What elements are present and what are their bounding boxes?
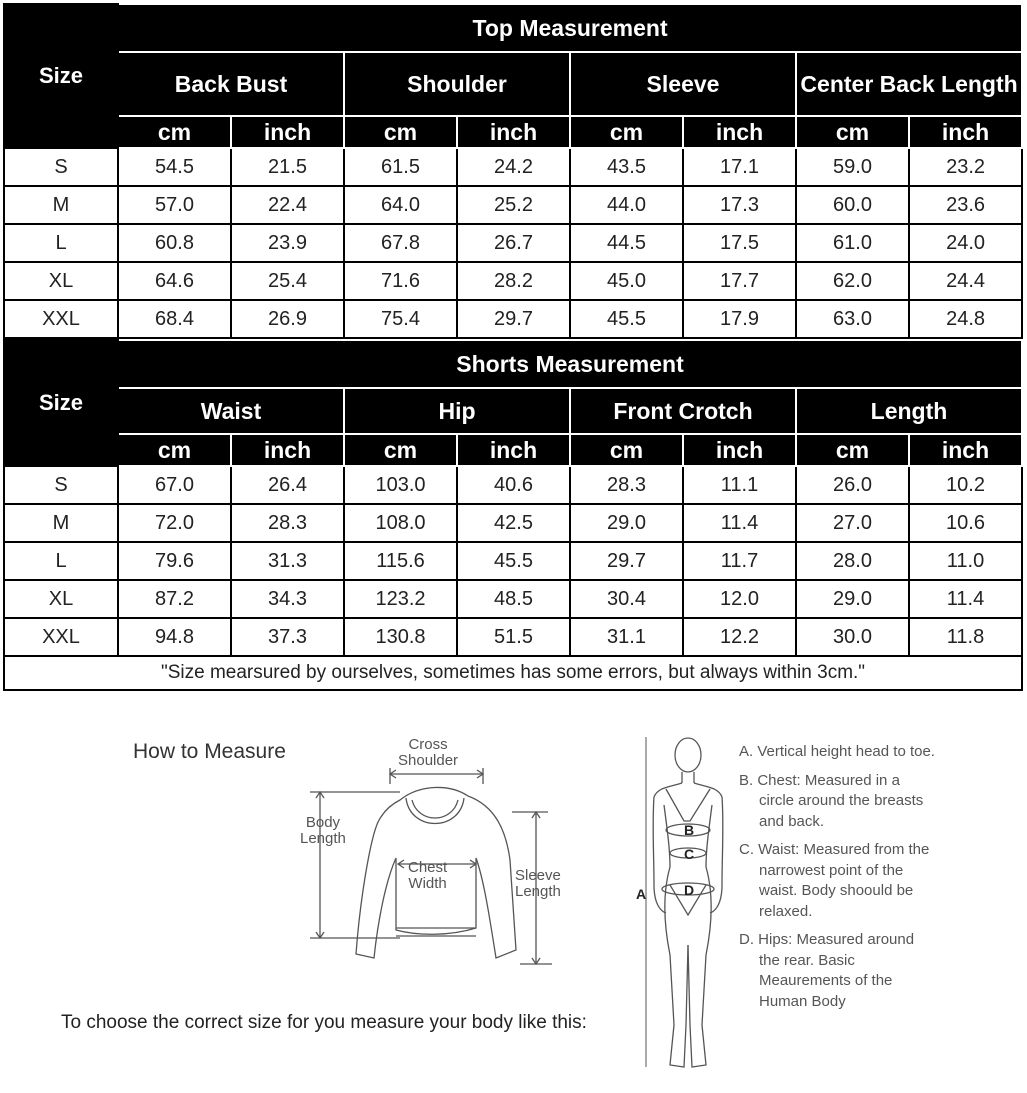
value-cell: 45.5 bbox=[457, 542, 570, 580]
chest-width-label: Chest Width bbox=[408, 859, 448, 892]
value-cell: 37.3 bbox=[231, 618, 344, 656]
value-cell: 57.0 bbox=[118, 186, 231, 224]
unit-cm: cm bbox=[796, 116, 909, 148]
value-cell: 61.0 bbox=[796, 224, 909, 262]
unit-inch: inch bbox=[683, 116, 796, 148]
top-measurement-rows bbox=[4, 148, 1022, 338]
size-cell: M bbox=[4, 504, 118, 542]
value-cell: 11.4 bbox=[909, 580, 1022, 618]
unit-inch: inch bbox=[231, 434, 344, 466]
value-cell: 63.0 bbox=[796, 300, 909, 338]
size-cell: L bbox=[4, 224, 118, 262]
size-cell: XL bbox=[4, 262, 118, 300]
unit-cm: cm bbox=[118, 434, 231, 466]
value-cell: 54.5 bbox=[118, 148, 231, 186]
how-to-measure-title: How to Measure bbox=[133, 740, 286, 763]
measurement-note: "Size mearsured by ourselves, sometimes has some errors, but always within 3cm." bbox=[4, 656, 1022, 690]
mark-c: C bbox=[684, 846, 695, 862]
value-cell: 23.9 bbox=[231, 224, 344, 262]
value-cell: 123.2 bbox=[344, 580, 457, 618]
value-cell: 29.0 bbox=[796, 580, 909, 618]
value-cell: 26.7 bbox=[457, 224, 570, 262]
value-cell: 29.0 bbox=[570, 504, 683, 542]
value-cell: 40.6 bbox=[457, 466, 570, 504]
value-cell: 28.2 bbox=[457, 262, 570, 300]
value-cell: 94.8 bbox=[118, 618, 231, 656]
value-cell: 31.3 bbox=[231, 542, 344, 580]
back-bust-header: Back Bust bbox=[118, 52, 344, 116]
size-cell: XXL bbox=[4, 300, 118, 338]
value-cell: 34.3 bbox=[231, 580, 344, 618]
value-cell: 11.7 bbox=[683, 542, 796, 580]
value-cell: 45.5 bbox=[570, 300, 683, 338]
value-cell: 60.8 bbox=[118, 224, 231, 262]
value-cell: 24.4 bbox=[909, 262, 1022, 300]
value-cell: 71.6 bbox=[344, 262, 457, 300]
value-cell: 67.0 bbox=[118, 466, 231, 504]
table-row bbox=[4, 224, 1022, 262]
value-cell: 75.4 bbox=[344, 300, 457, 338]
sleeve-header: Sleeve bbox=[570, 52, 796, 116]
value-cell: 44.0 bbox=[570, 186, 683, 224]
value-cell: 27.0 bbox=[796, 504, 909, 542]
mark-a: A bbox=[636, 886, 647, 902]
value-cell: 29.7 bbox=[457, 300, 570, 338]
measure-instruction: To choose the correct size for you measure your body like this: bbox=[61, 1012, 587, 1033]
table-row bbox=[4, 618, 1022, 656]
legend-item-c: C. Waist: Measured from the narrowest point of the waist. Body shoould be relaxed. bbox=[739, 841, 930, 920]
unit-inch: inch bbox=[231, 116, 344, 148]
value-cell: 24.0 bbox=[909, 224, 1022, 262]
value-cell: 43.5 bbox=[570, 148, 683, 186]
size-cell: S bbox=[4, 148, 118, 186]
shorts-measurement-rows bbox=[4, 466, 1022, 656]
unit-cm: cm bbox=[796, 434, 909, 466]
center-back-length-header: Center Back Length bbox=[796, 52, 1022, 116]
value-cell: 12.2 bbox=[683, 618, 796, 656]
size-column-header: Size bbox=[4, 340, 118, 466]
value-cell: 11.8 bbox=[909, 618, 1022, 656]
value-cell: 31.1 bbox=[570, 618, 683, 656]
value-cell: 67.8 bbox=[344, 224, 457, 262]
shorts-measurement-table bbox=[3, 339, 1023, 691]
value-cell: 72.0 bbox=[118, 504, 231, 542]
unit-inch: inch bbox=[457, 434, 570, 466]
value-cell: 30.0 bbox=[796, 618, 909, 656]
value-cell: 87.2 bbox=[118, 580, 231, 618]
value-cell: 10.2 bbox=[909, 466, 1022, 504]
value-cell: 25.4 bbox=[231, 262, 344, 300]
unit-cm: cm bbox=[570, 434, 683, 466]
shoulder-header: Shoulder bbox=[344, 52, 570, 116]
table-row bbox=[4, 148, 1022, 186]
value-cell: 17.5 bbox=[683, 224, 796, 262]
value-cell: 24.8 bbox=[909, 300, 1022, 338]
value-cell: 11.4 bbox=[683, 504, 796, 542]
value-cell: 30.4 bbox=[570, 580, 683, 618]
value-cell: 24.2 bbox=[457, 148, 570, 186]
value-cell: 17.1 bbox=[683, 148, 796, 186]
unit-cm: cm bbox=[344, 434, 457, 466]
value-cell: 130.8 bbox=[344, 618, 457, 656]
value-cell: 42.5 bbox=[457, 504, 570, 542]
value-cell: 25.2 bbox=[457, 186, 570, 224]
value-cell: 60.0 bbox=[796, 186, 909, 224]
mark-b: B bbox=[684, 822, 695, 838]
table-row bbox=[4, 466, 1022, 504]
measurement-legend bbox=[739, 742, 939, 1020]
table-row bbox=[4, 542, 1022, 580]
value-cell: 79.6 bbox=[118, 542, 231, 580]
value-cell: 22.4 bbox=[231, 186, 344, 224]
unit-cm: cm bbox=[344, 116, 457, 148]
size-column-header: Size bbox=[4, 4, 118, 148]
value-cell: 108.0 bbox=[344, 504, 457, 542]
value-cell: 61.5 bbox=[344, 148, 457, 186]
mark-d: D bbox=[684, 882, 695, 898]
value-cell: 62.0 bbox=[796, 262, 909, 300]
value-cell: 12.0 bbox=[683, 580, 796, 618]
table-row bbox=[4, 186, 1022, 224]
value-cell: 59.0 bbox=[796, 148, 909, 186]
unit-inch: inch bbox=[683, 434, 796, 466]
value-cell: 68.4 bbox=[118, 300, 231, 338]
table-row bbox=[4, 262, 1022, 300]
value-cell: 26.4 bbox=[231, 466, 344, 504]
value-cell: 21.5 bbox=[231, 148, 344, 186]
table-row bbox=[4, 300, 1022, 338]
size-cell: L bbox=[4, 542, 118, 580]
hip-header: Hip bbox=[344, 388, 570, 434]
size-cell: XL bbox=[4, 580, 118, 618]
table-row bbox=[4, 580, 1022, 618]
table-row bbox=[4, 504, 1022, 542]
value-cell: 48.5 bbox=[457, 580, 570, 618]
unit-cm: cm bbox=[118, 116, 231, 148]
value-cell: 64.0 bbox=[344, 186, 457, 224]
value-cell: 64.6 bbox=[118, 262, 231, 300]
value-cell: 17.3 bbox=[683, 186, 796, 224]
value-cell: 26.9 bbox=[231, 300, 344, 338]
legend-item-d: D. Hips: Measured around the rear. Basic Meaurements of the Human Body bbox=[739, 931, 915, 1010]
size-cell: S bbox=[4, 466, 118, 504]
shorts-measurement-title: Shorts Measurement bbox=[118, 340, 1022, 388]
sleeve-length-label: Sleeve Length bbox=[515, 867, 561, 900]
unit-inch: inch bbox=[457, 116, 570, 148]
value-cell: 45.0 bbox=[570, 262, 683, 300]
waist-header: Waist bbox=[118, 388, 344, 434]
unit-inch: inch bbox=[909, 116, 1022, 148]
top-measurement-table bbox=[3, 3, 1023, 339]
value-cell: 115.6 bbox=[344, 542, 457, 580]
legend-item-b: B. Chest: Measured in a circle around the breasts and back. bbox=[739, 771, 924, 830]
front-crotch-header: Front Crotch bbox=[570, 388, 796, 434]
length-header: Length bbox=[796, 388, 1022, 434]
body-length-label: Body Length bbox=[300, 814, 346, 847]
value-cell: 28.0 bbox=[796, 542, 909, 580]
value-cell: 29.7 bbox=[570, 542, 683, 580]
value-cell: 11.0 bbox=[909, 542, 1022, 580]
unit-cm: cm bbox=[570, 116, 683, 148]
value-cell: 26.0 bbox=[796, 466, 909, 504]
top-measurement-title: Top Measurement bbox=[118, 4, 1022, 52]
legend-item-a: A. Vertical height head to toe. bbox=[739, 743, 935, 760]
value-cell: 23.2 bbox=[909, 148, 1022, 186]
value-cell: 103.0 bbox=[344, 466, 457, 504]
cross-shoulder-label: Cross Shoulder bbox=[398, 736, 459, 769]
unit-inch: inch bbox=[909, 434, 1022, 466]
size-cell: XXL bbox=[4, 618, 118, 656]
value-cell: 28.3 bbox=[231, 504, 344, 542]
value-cell: 17.7 bbox=[683, 262, 796, 300]
size-cell: M bbox=[4, 186, 118, 224]
body-figure bbox=[636, 735, 750, 1075]
value-cell: 51.5 bbox=[457, 618, 570, 656]
value-cell: 11.1 bbox=[683, 466, 796, 504]
value-cell: 28.3 bbox=[570, 466, 683, 504]
value-cell: 10.6 bbox=[909, 504, 1022, 542]
value-cell: 17.9 bbox=[683, 300, 796, 338]
size-chart bbox=[3, 3, 1021, 691]
value-cell: 44.5 bbox=[570, 224, 683, 262]
value-cell: 23.6 bbox=[909, 186, 1022, 224]
